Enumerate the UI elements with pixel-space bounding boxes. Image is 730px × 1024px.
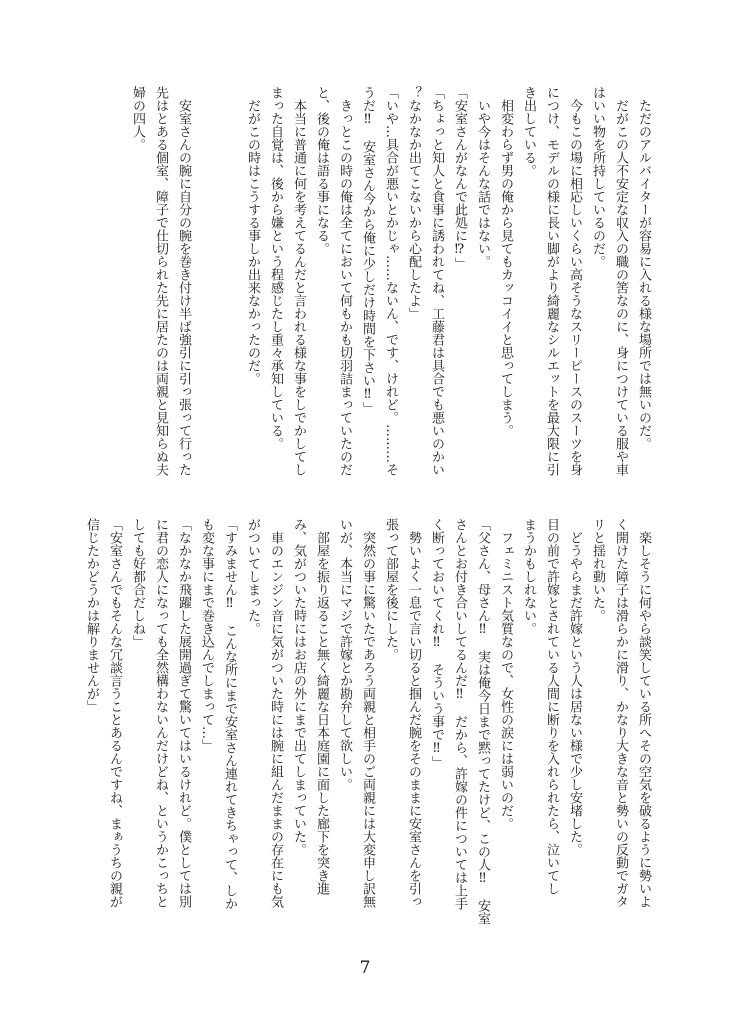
- text-line: まった自覚は、後から嫌という程感じたし重々承知している。: [268, 86, 283, 450]
- text-line: きっとこの時の俺は全てにおいて何もかも切羽詰まっていたのだ: [337, 86, 352, 476]
- text-line: 信じたかどうかは解りませんが」: [84, 518, 99, 713]
- text-line: と、後の俺は語る事になる。: [314, 86, 329, 255]
- text-line: リと揺れ動いた。: [590, 518, 605, 622]
- text-line: み、気がついた時にはお店の外にまで出てしまっていた。: [291, 518, 306, 856]
- text-line: 今もこの場に相応しいくらい高そうなスリーピースのスーツを身: [567, 86, 582, 476]
- text-line: き出している。: [521, 86, 536, 177]
- text-line: く断っておいてくれ‼ そういう事で‼」: [429, 518, 444, 769]
- text-line: 先はとある個室、障子で仕切られた先に居たのは両親と見知らぬ夫: [153, 86, 168, 476]
- text-line: 目の前で許嫁とされている人間に断りを入れられたら、泣いてし: [544, 518, 559, 895]
- text-line: 「ちょっと知人と食事に誘われてね、工藤君は具合でも悪いのかい: [429, 86, 444, 476]
- text-line: 婦の四人。: [130, 86, 145, 151]
- text-line: 張って部屋を後にした。: [383, 518, 398, 661]
- text-line: も変な事にまで巻き込んでしまって…」: [199, 518, 214, 752]
- text-line: 「安室さんがなんで此処に⁉」: [452, 86, 467, 270]
- text-line: 安室さんの腕に自分の腕を巻き付け半ば強引に引っ張って行った: [176, 86, 191, 476]
- text-line: 「なかなか飛躍した展開過ぎて驚いてはいるけれど。僕としては別: [176, 518, 191, 908]
- text-line: 車のエンジン音に気がついた時には腕に組んだままの存在にも気: [268, 518, 283, 908]
- text-line: フェミニスト気質なので、女性の涙には弱いのだ。: [498, 518, 513, 830]
- text-line: 勢いよく一息で言い切ると掴んだ腕をそのままに安室さんを引っ: [406, 518, 421, 908]
- text-line: まうかもしれない。: [521, 518, 536, 635]
- text-line: く開けた障子は滑らかに滑り、かなり大きな音と勢いの反動でガタ: [613, 518, 628, 908]
- text-line: だがこの時はこうする事しか出来なかったのだ。: [245, 86, 260, 385]
- text-line: しても好都合だしね」: [130, 518, 145, 648]
- top-text-block: [126, 86, 655, 496]
- bottom-text-block: [80, 518, 655, 928]
- text-line: 「いや…具合が悪いとかじゃ……ないん、です、けれど。………そ: [383, 86, 398, 476]
- text-line: 「安室さんでもそんな冗談言うことあるんですね、まぁうちの親が: [107, 518, 122, 908]
- text-line: だがこの人不安定な収入の職の筈なのに、身につけている服や車: [613, 86, 628, 476]
- text-line: がついてしまった。: [245, 518, 260, 635]
- text-line: いや今はそんな話ではない。: [475, 86, 490, 268]
- text-line: 「すみません‼ こんな所にまで安室さん連れてきちゃって、しか: [222, 518, 237, 910]
- text-line: に君の恋人になっても全然構わないんだけどね、というかこっちと: [153, 518, 168, 908]
- text-line: 部屋を振り返ること無く綺麗な日本庭園に面した廊下を突き進: [314, 518, 329, 895]
- text-line: ただのアルバイターが容易に入れる様な場所では無いのだ。: [636, 86, 651, 450]
- page-number: 7: [359, 958, 371, 978]
- text-line: につけ、モデルの様に長い脚がより綺麗なシルエットを最大限に引: [544, 86, 559, 476]
- text-line: 楽しそうに何やら談笑している所へその空気を破るように勢いよ: [636, 518, 651, 908]
- text-line: うだ‼ 安室さん今から俺に少しだけ時間を下さい‼」: [360, 86, 375, 415]
- paragraph-group: [126, 86, 195, 496]
- text-line: 突然の事に驚いたであろう両親と相手のご両親には大変申し訳無: [360, 518, 375, 908]
- text-line: どうやらまだ許嫁という人は居ない様で少し安堵した。: [567, 518, 582, 856]
- text-line: いが、本当にマジで許嫁とか勘弁して欲しい。: [337, 518, 352, 791]
- text-line: 「父さん、母さん‼ 実は俺今日まで黙ってたけど、この人‼ 安室: [475, 518, 490, 925]
- text-line: はいい物を所持しているのだ。: [590, 86, 605, 268]
- paragraph-group: [241, 86, 655, 496]
- text-line: ？なかなか出てこないから心配したよ」: [406, 86, 421, 320]
- paragraph-group: [80, 518, 655, 928]
- text-line: 相変わらず男の俺から見てもカッコイイと思ってしまう。: [498, 86, 513, 437]
- text-line: 本当に普通に何を考えてるんだと言われる様な事をしでかしてし: [291, 86, 306, 476]
- text-line: さんとお付き合いしてるんだ‼ だから、許嫁の件については上手: [452, 518, 467, 910]
